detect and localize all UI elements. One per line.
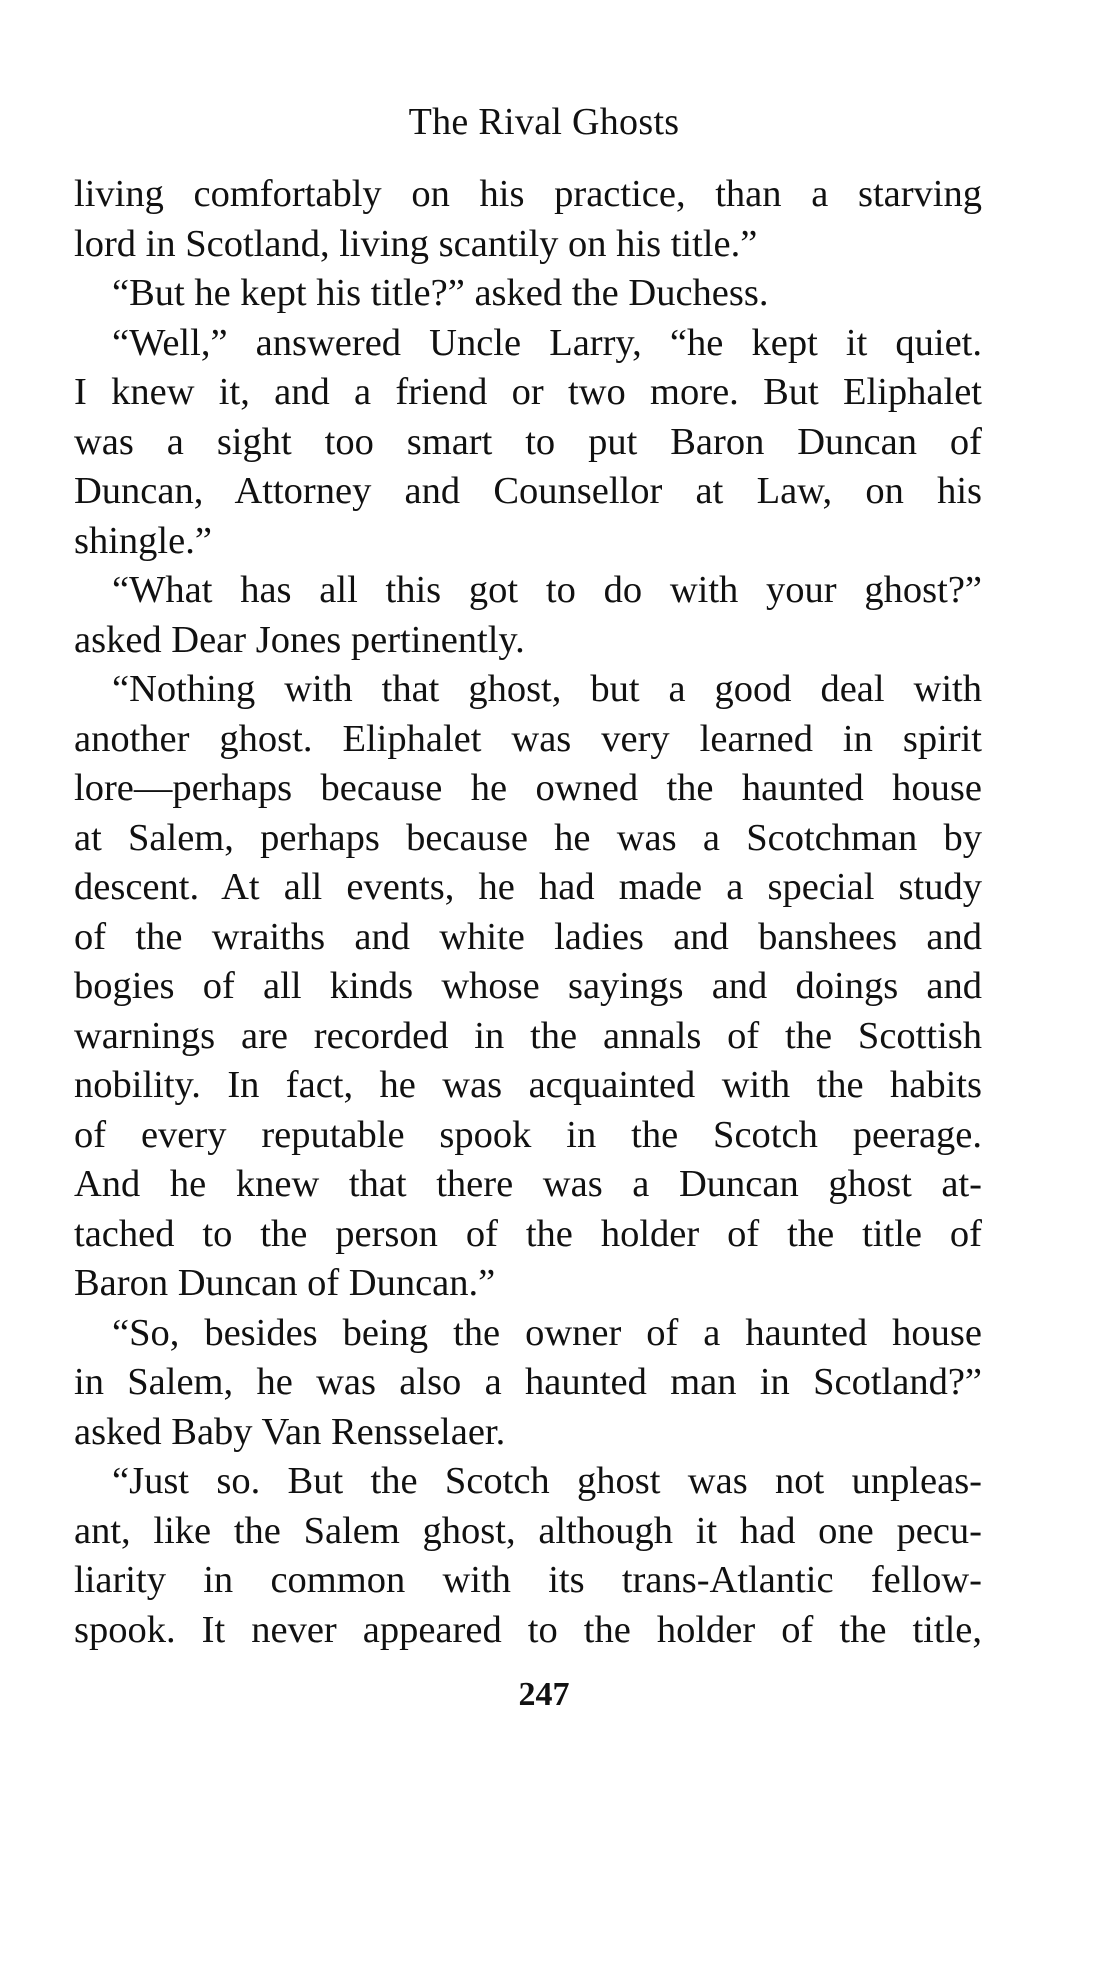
text-line: ant, like the Salem ghost, although it had one pecu- [74, 1509, 982, 1552]
text-line: “So, besides being the owner of a haunted house [112, 1311, 982, 1354]
text-line: was a sight too smart to put Baron Duncan of [74, 420, 982, 463]
text-line: liarity in common with its trans-Atlantic fellow- [74, 1559, 982, 1601]
text-line: Baron Duncan of Duncan.” [74, 1262, 496, 1304]
text-line: Duncan, Attorney and Counsellor at Law, on his [74, 470, 982, 512]
text-line: nobility. In fact, he was acquainted with the habits [74, 1064, 982, 1106]
text-line: And he knew that there was a Duncan ghost at- [74, 1163, 982, 1205]
text-line: “Nothing with that ghost, but a good deal with [112, 668, 982, 710]
text-line: asked Dear Jones pertinently. [74, 618, 525, 661]
text-line: lore—perhaps because he owned the haunted house [74, 767, 982, 809]
text-line: at Salem, perhaps because he was a Scotchman by [74, 816, 982, 859]
text-line: in Salem, he was also a haunted man in Scotland?” [74, 1361, 982, 1403]
running-head: The Rival Ghosts [408, 101, 680, 143]
text-line: spook. It never appeared to the holder of the title, [74, 1608, 982, 1651]
text-line: “But he kept his title?” asked the Duchess. [112, 272, 769, 314]
text-line: warnings are recorded in the annals of the Scottish [74, 1014, 982, 1057]
text-line: “Just so. But the Scotch ghost was not unpleas- [112, 1460, 982, 1502]
text-line: I knew it, and a friend or two more. But Eliphalet [74, 371, 982, 413]
text-line: bogies of all kinds whose sayings and doings and [74, 965, 982, 1007]
text-line: “What has all this got to do with your ghost?” [112, 569, 982, 611]
text-line: descent. At all events, he had made a special study [74, 866, 982, 908]
text-line: of the wraiths and white ladies and banshees and [74, 915, 982, 958]
text-line: of every reputable spook in the Scotch peerage. [74, 1113, 982, 1156]
page-number: 247 [518, 1676, 570, 1713]
text-line: another ghost. Eliphalet was very learned in spirit [74, 717, 982, 760]
text-line: asked Baby Van Rensselaer. [74, 1410, 506, 1453]
text-line: lord in Scotland, living scantily on his title.” [74, 222, 758, 265]
body-text [74, 170, 982, 1655]
text-line: “Well,” answered Uncle Larry, “he kept it quiet. [112, 321, 982, 364]
text-line: living comfortably on his practice, than a starving [74, 173, 982, 215]
text-line: tached to the person of the holder of the title of [74, 1212, 982, 1255]
text-line: shingle.” [74, 519, 212, 562]
